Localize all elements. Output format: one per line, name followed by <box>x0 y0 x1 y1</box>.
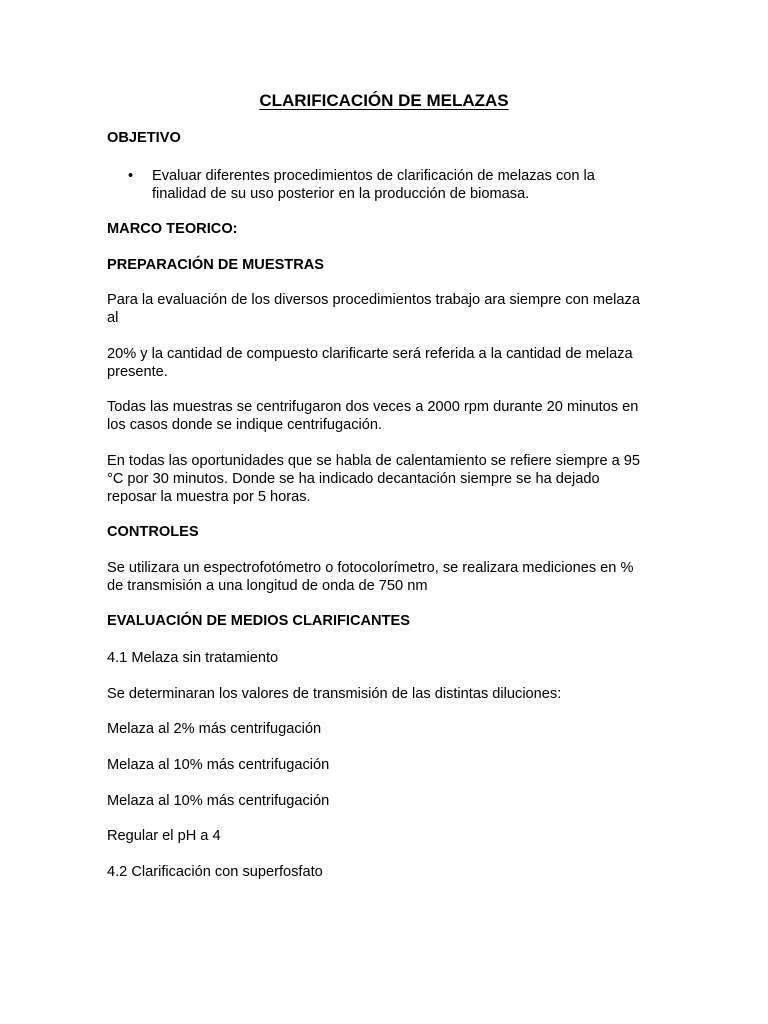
list-item-melaza-10-b: Melaza al 10% más centrifugación <box>107 793 330 809</box>
list-item-melaza-10-a: Melaza al 10% más centrifugación <box>107 757 330 773</box>
text-line: Para la evaluación de los diversos procedimientos trabajo ara siempre con melaza <box>107 292 640 308</box>
paragraph-calentamiento <box>107 452 667 506</box>
text-line: presente. <box>107 364 168 380</box>
paragraph-compuesto <box>107 345 667 381</box>
paragraph-centrifugacion <box>107 398 667 434</box>
item-4-2: 4.2 Clarificación con superfosfato <box>107 864 323 880</box>
text-line: Se utilizara un espectrofotómetro o fotocolorímetro, se realizara mediciones en % <box>107 560 634 576</box>
heading-evaluacion: EVALUACIÓN DE MEDIOS CLARIFICANTES <box>107 613 410 629</box>
document-title <box>0 91 768 111</box>
text-line: reposar la muestra por 5 horas. <box>107 489 311 505</box>
text-line: En todas las oportunidades que se habla de calentamiento se refiere siempre a 95 <box>107 453 641 469</box>
paragraph-determinaran: Se determinaran los valores de transmisión de las distintas diluciones: <box>107 686 562 702</box>
bullet-icon: • <box>128 168 134 184</box>
text-line: al <box>107 310 119 326</box>
objetivo-bullet-text <box>152 167 668 203</box>
item-4-1: 4.1 Melaza sin tratamiento <box>107 650 279 666</box>
text-line: de transmisión a una longitud de onda de 750 nm <box>107 578 428 594</box>
paragraph-evaluacion <box>107 291 667 327</box>
heading-objetivo: OBJETIVO <box>107 130 181 146</box>
text-line: los casos donde se indique centrifugación. <box>107 417 383 433</box>
text-line: finalidad de su uso posterior en la producción de biomasa. <box>152 186 530 202</box>
paragraph-controles <box>107 559 667 595</box>
list-item-ph: Regular el pH a 4 <box>107 828 221 844</box>
heading-preparacion: PREPARACIÓN DE MUESTRAS <box>107 257 325 273</box>
heading-controles: CONTROLES <box>107 524 199 540</box>
heading-marco-teorico: MARCO TEORICO: <box>107 221 238 237</box>
document-title-text: CLARIFICACIÓN DE MELAZAS <box>259 91 509 110</box>
list-item-melaza-2: Melaza al 2% más centrifugación <box>107 721 322 737</box>
text-line: Evaluar diferentes procedimientos de clarificación de melazas con la <box>152 168 595 184</box>
text-line: 20% y la cantidad de compuesto clarificarte será referida a la cantidad de melaza <box>107 346 633 362</box>
text-line: Todas las muestras se centrifugaron dos veces a 2000 rpm durante 20 minutos en <box>107 399 639 415</box>
text-line: °C por 30 minutos. Donde se ha indicado decantación siempre se ha dejado <box>107 471 600 487</box>
